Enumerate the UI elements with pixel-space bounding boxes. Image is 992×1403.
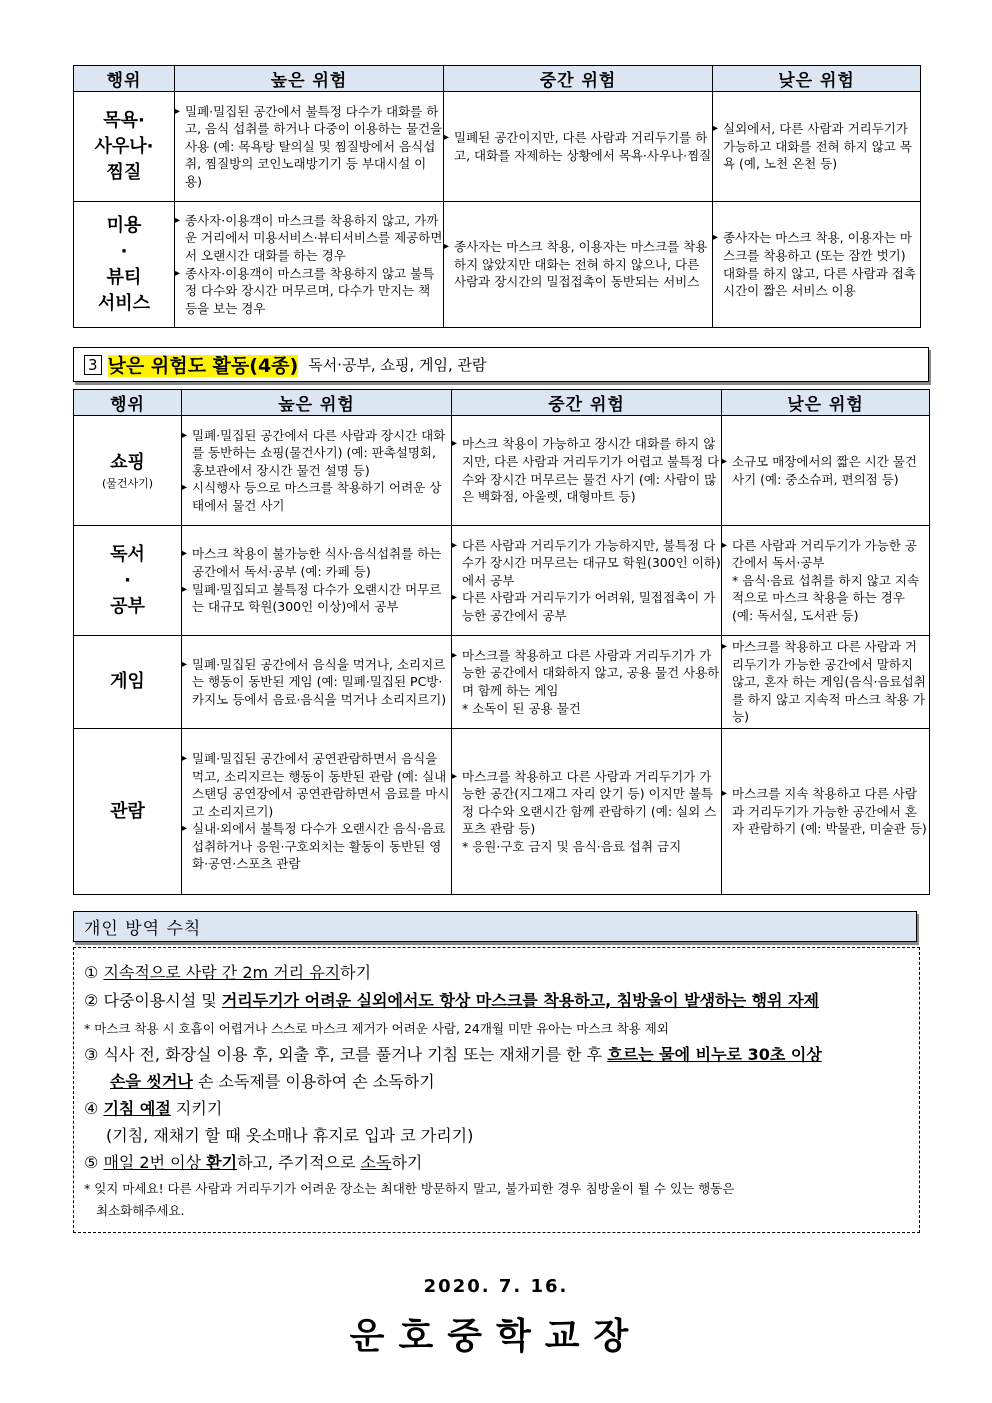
list-item: ▸ 시식행사 등으로 마스크를 착용하기 어려운 상태에서 물건 사기 [182,479,451,514]
high-risk-cell [182,636,452,729]
header-mid-risk: 중간 위험 [444,66,713,92]
rule-text: 손 소독제를 이용하여 손 소독하기 [192,1072,435,1091]
rule-emphasis: 매일 2번 이상 [103,1153,207,1172]
list-item: ▸ 마스크 착용이 불가능한 식사·음식섭취를 하는 공간에서 독서·공부 (예: 카페 등) [182,545,451,580]
rule-text: 하기 [340,963,372,982]
table-row [74,202,921,328]
activity-cell [74,202,175,328]
activity-sublabel: (물건사기) [101,476,154,490]
rule-number: ④ [84,1099,99,1118]
final-note-line-2: 최소화해주세요. [96,1203,185,1218]
rule-emphasis: 지속적으로 사람 간 2m 거리 유지 [103,963,341,982]
mid-risk-cell [444,202,713,328]
activity-cell [74,526,182,636]
section-number: 3 [84,355,102,375]
rule-1 [84,960,371,983]
section-title [108,351,299,378]
low-risk-cell [722,636,930,729]
rule-text: 하고, 주기적으로 [237,1153,361,1172]
table-row [74,526,930,636]
list-item: ▸ 밀폐·밀집된 공간에서 공연관람하면서 음식을 먹고, 소리지르는 행동이 동반된 관람 (예: 실내 스탠딩 공연장에서 공연관람하면서 음료를 마시고 소리지르기) [182,750,451,820]
rule-4-detail: (기침, 재채기 할 때 옷소매나 휴지로 입과 코 가리기) [106,1126,474,1145]
low-risk-cell [713,202,921,328]
activity-label: 관람 [110,800,145,822]
rule-emphasis: 환기 [206,1153,238,1172]
list-item: ▸ 마스크를 착용하고 다른 사람과 거리두기가 가능한 공간에서 말하지 않고, 혼자 하는 게임(음식·음료섭취를 하지 않고 지속적 마스크 착용 가능) [722,638,929,726]
high-risk-cell [182,526,452,636]
table-row [74,92,921,202]
header-mid-risk: 중간 위험 [452,390,722,416]
rule-emphasis: 기침 예절 [103,1099,171,1118]
list-item: ▸ 밀폐된 공간이지만, 다른 사람과 거리두기를 하고, 대화를 자제하는 상황에서 목욕·사우나·찜질 [444,129,712,164]
list-item: ▸ 다른 사람과 거리두기가 어려워, 밀접접촉이 가능한 공간에서 공부 [452,589,721,624]
principal-signature: 운호중학교장 [349,1316,643,1357]
table-row [74,729,930,895]
activity-cell [74,636,182,729]
rule-number: ② [84,991,99,1010]
list-item: ▸ 밀폐·밀집된 공간에서 음식을 먹거나, 소리지르는 행동이 동반된 게임 (예: 밀폐·밀집된 PC방·카지노 등에서 음료·음식을 먹거나 소리지르기) [182,656,451,709]
mid-risk-cell [452,526,722,636]
rule-text: 다중이용시설 및 [103,991,222,1010]
section-title-bar [73,347,929,382]
list-item: ▸ 실내·외에서 불특정 다수가 오랜시간 음식·음료 섭취하거나 응원·구호외치는 활동이 동반된 영화·공연·스포츠 관람 [182,820,451,873]
rule-emphasis: 흐르는 물에 비누로 30초 이상 [607,1045,822,1064]
list-item: ▸ 실외에서, 다른 사람과 거리두기가 가능하고 대화를 전혀 하지 않고 목욕 (예, 노천 온천 등) [713,120,920,173]
activity-label: 목욕· 사우나· 찜질 [94,109,154,183]
mid-risk-cell [444,92,713,202]
activity-cell [74,92,175,202]
list-note: * 소독이 된 공용 물건 [462,700,581,716]
section-examples: 독서·공부, 쇼핑, 게임, 관람 [308,356,487,374]
table-row [74,636,930,729]
table-row [74,416,930,526]
mid-risk-cell [452,416,722,526]
rule-emphasis: 손을 씻거나 [110,1072,193,1091]
list-item: ▸ 종사자·이용객이 마스크를 착용하지 않고, 가까운 거리에서 미용서비스·뷰티서비스를 제공하면서 오랜시간 대화를 하는 경우 [175,212,443,265]
rule-2-note: * 마스크 착용 시 호흡이 어렵거나 스스로 마스크 제거가 어려운 사람, 24개월 미만 유아는 마스크 착용 제외 [84,1021,669,1036]
table-header-row [74,390,930,416]
header-low-risk: 낮은 위험 [713,66,921,92]
rule-4 [84,1096,222,1119]
rule-5 [84,1150,422,1173]
mid-risk-cell [452,729,722,895]
rule-emphasis: 거리두기가 어려운 실외에서도 항상 마스크를 착용하고, 침방울이 발생하는 행위 자제 [221,991,819,1010]
risk-table-bath-beauty [73,65,921,328]
header-activity: 행위 [74,390,182,416]
activity-cell [74,729,182,895]
rule-3-cont [110,1069,435,1092]
high-risk-cell [182,416,452,526]
header-high-risk: 높은 위험 [182,390,452,416]
list-item: ▸ 마스크를 착용하고 다른 사람과 거리두기가 가능한 공간에서 대화하지 않고, 공용 물건 사용하며 함께 하는 게임 [452,647,721,700]
list-item: ▸ 다른 사람과 거리두기가 가능하지만, 불특정 다수가 장시간 머무르는 대규모 학원(300인 이하)에서 공부 [452,537,721,590]
low-risk-cell [722,526,930,636]
list-item: ▸ 마스크 착용이 가능하고 장시간 대화를 하지 않지만, 다른 사람과 거리두기가 어렵고 불특정 다수와 장시간 머무르는 물건 사기 (예: 사람이 많은 백화점, 아울렛, 대형마트 등) [452,435,721,505]
low-risk-cell [713,92,921,202]
section-title-text: 낮은 위험도 활동(4종) [107,355,299,377]
list-item: ▸ 종사자는 마스크 착용, 이용자는 마스크를 착용하고 (또는 잠깐 벗기) 대화를 하지 않고, 다른 사람과 접촉 시간이 짧은 서비스 이용 [713,229,920,299]
rule-text: 식사 전, 화장실 이용 후, 외출 후, 코를 풀거나 기침 또는 재채기를 한 후 [103,1045,608,1064]
list-item: ▸ 마스크를 지속 착용하고 다른 사람과 거리두기가 가능한 공간에서 혼자 관람하기 (예: 박물관, 미술관 등) [722,785,929,838]
mid-risk-cell [452,636,722,729]
rule-2 [84,988,819,1011]
list-note: * 음식·음료 섭취를 하지 않고 지속적으로 마스크 착용을 하는 경우 (예: 독서실, 도서관 등) [732,572,920,623]
list-item: ▸ 밀폐·밀집되고 불특정 다수가 오랜시간 머무르는 대규모 학원(300인 이상)에서 공부 [182,581,451,616]
activity-label: 독서 · 공부 [110,543,145,617]
list-item: ▸ 밀폐·밀집된 공간에서 불특정 다수가 대화를 하고, 음식 섭취를 하거나 다중이 이용하는 물건을 사용 (예: 목욕탕 탈의실 및 찜질방에서 음식섭취, 찜질방의 코인노래방기기 등 부대시설 이용) [175,103,443,191]
rule-emphasis: 소독 [360,1153,392,1172]
activity-cell [74,416,182,526]
list-item: ▸ 다른 사람과 거리두기가 가능한 공간에서 독서·공부 [722,537,929,572]
activity-label: 게임 [110,671,145,692]
activity-label: 미용 · 뷰티 서비스 [97,214,151,314]
table-header-row [74,66,921,92]
list-note: * 응원·구호 금지 및 음식·음료 섭취 금지 [462,838,682,854]
final-note-line-1: * 잊지 마세요! 다른 사람과 거리두기가 어려운 장소는 최대한 방문하지 말고, 불가피한 경우 침방울이 튈 수 있는 행동은 [84,1181,735,1196]
high-risk-cell [175,202,444,328]
high-risk-cell [175,92,444,202]
rule-number: ③ [84,1045,99,1064]
risk-table-low-activities [73,389,930,895]
rule-text: 하기 [391,1153,423,1172]
list-item: ▸ 소규모 매장에서의 짧은 시간 물건사기 (예: 중소슈퍼, 편의점 등) [722,453,929,488]
rule-3 [84,1042,822,1065]
personal-rules-title: 개인 방역 수칙 [73,911,917,942]
high-risk-cell [182,729,452,895]
document-date: 2020. 7. 16. [423,1276,569,1297]
header-activity: 행위 [74,66,175,92]
rule-text: 지키기 [170,1099,223,1118]
list-item: ▸ 밀폐·밀집된 공간에서 다른 사람과 장시간 대화를 동반하는 쇼핑(물건사기) (예: 판촉설명회, 홍보관에서 장시간 물건 설명 등) [182,427,451,480]
rule-number: ⑤ [84,1153,99,1172]
header-high-risk: 높은 위험 [175,66,444,92]
header-low-risk: 낮은 위험 [722,390,930,416]
list-item: ▸ 종사자·이용객이 마스크를 착용하지 않고 불특정 다수와 장시간 머무르며, 다수가 만지는 책 등을 보는 경우 [175,265,443,318]
personal-rules-box [73,947,920,1233]
activity-label: 쇼핑 [110,451,145,473]
list-item: ▸ 마스크를 착용하고 다른 사람과 거리두기가 가능한 공간(지그재그 자리 앉기 등) 이지만 불특정 다수와 오랜시간 함께 관람하기 (예: 실외 스포츠 관람 등) [452,768,721,838]
list-item: ▸ 종사자는 마스크 착용, 이용자는 마스크를 착용하지 않았지만 대화는 전혀 하지 않으나, 다른 사람과 장시간의 밀접접촉이 동반되는 서비스 [444,238,712,291]
low-risk-cell [722,729,930,895]
low-risk-cell [722,416,930,526]
rule-number: ① [84,963,99,982]
